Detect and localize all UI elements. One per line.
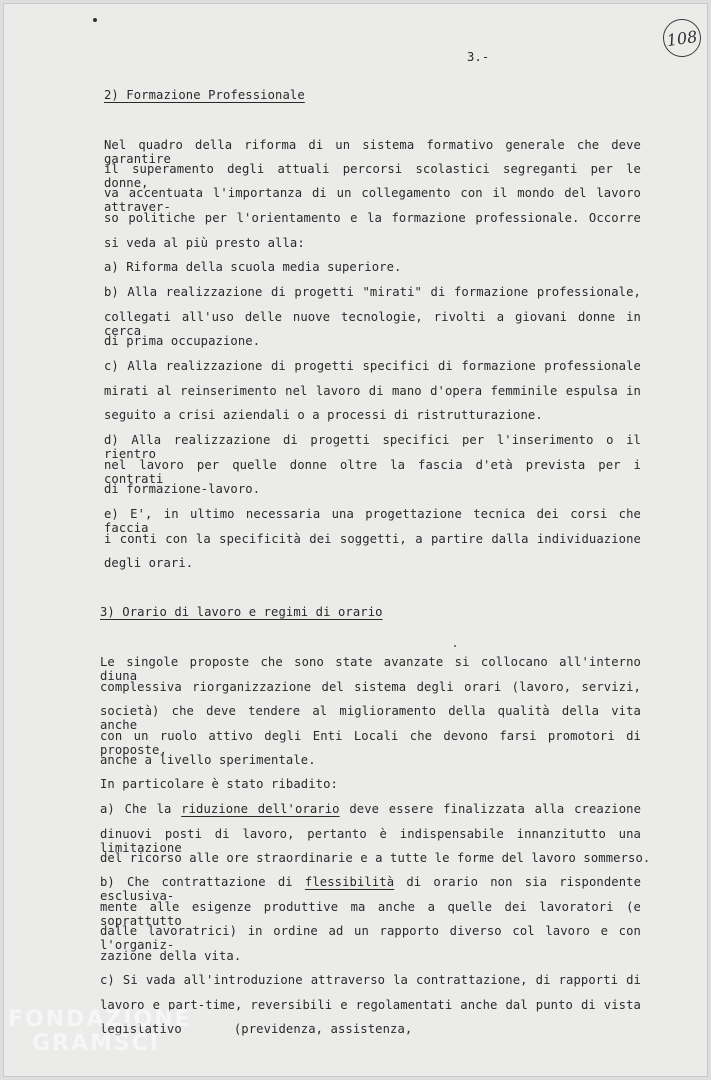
paragraph-line: del ricorso alle ore straordinarie e a tutte le forme del lavoro sommerso. xyxy=(100,851,651,865)
section-3-heading-text: 3) Orario di lavoro e regimi di orario xyxy=(100,605,383,619)
list-item-b: b) Alla realizzazione di progetti "mirati" di formazione professionale, xyxy=(104,285,641,299)
list-item-b-underlined: flessibilità xyxy=(304,875,395,889)
paragraph-line: di prima occupazione. xyxy=(104,334,261,348)
paragraph-line: complessiva riorganizzazione del sistema degli orari (lavoro, servizi, xyxy=(100,680,641,694)
paragraph-line: dalle lavoratrici) in ordine ad un rapporto diverso col lavoro e con l'organiz- xyxy=(100,924,641,952)
list-item-a-prefix: a) Che la xyxy=(100,802,182,816)
section-2-heading-text: 2) Formazione Professionale xyxy=(104,88,305,102)
foundation-watermark xyxy=(8,1008,192,1056)
paragraph-line: di formazione-lavoro. xyxy=(104,482,261,496)
paragraph-line: mente alle esigenze produttive ma anche a quelle dei lavoratori (e soprattutto xyxy=(100,900,641,928)
list-item-b-suffix: di orario non sia rispondente esclusiva- xyxy=(100,875,642,903)
paragraph-line: si veda al più presto alla: xyxy=(104,236,305,250)
section-3-heading xyxy=(100,605,383,619)
paragraph-line: Nel quadro della riforma di un sistema formativo generale che deve garantire xyxy=(104,138,641,166)
page-number: 3.- xyxy=(467,50,490,64)
paragraph-line: anche a livello sperimentale. xyxy=(100,753,316,767)
list-item-a: a) Riforma della scuola media superiore. xyxy=(104,260,402,274)
paragraph-line: nel lavoro per quelle donne oltre la fascia d'età prevista per i contrati xyxy=(104,458,641,486)
section-2-heading xyxy=(104,88,305,102)
paragraph-line: il superamento degli attuali percorsi scolastici segreganti per le donne, xyxy=(104,162,641,190)
paragraph-line: legislativo (previdenza, assistenza, xyxy=(100,1022,413,1036)
paragraph-line: zazione della vita. xyxy=(100,949,242,963)
paragraph-line: so politiche per l'orientamento e la formazione professionale. Occorre xyxy=(104,211,641,225)
paragraph-line: In particolare è stato ribadito: xyxy=(100,777,338,791)
ink-mark xyxy=(93,18,97,22)
list-item-c: c) Alla realizzazione di progetti specifici di formazione professionale xyxy=(104,359,641,373)
list-item-c: c) Si vada all'introduzione attraverso la contrattazione, di rapporti di xyxy=(100,973,641,987)
ink-speck xyxy=(454,645,456,647)
watermark-line-2: GRAMSCI xyxy=(32,1031,161,1056)
paragraph-line: collegati all'uso delle nuove tecnologie, rivolti a giovani donne in cerca xyxy=(104,310,641,338)
paragraph-line: dinuovi posti di lavoro, pertanto è indispensabile innanzitutto una limitazione xyxy=(100,827,641,855)
paragraph-line: con un ruolo attivo degli Enti Locali che devono farsi promotori di proposte, xyxy=(100,729,641,757)
list-item-b-prefix: b) Che contrattazione di xyxy=(100,875,305,889)
list-item-a-suffix: deve essere finalizzata alla creazione xyxy=(339,802,642,816)
list-item-a xyxy=(100,802,641,820)
paragraph-line: va accentuata l'importanza di un collegamento con il mondo del lavoro attraver- xyxy=(104,186,641,214)
paragraph-line: seguito a crisi aziendali o a processi di ristrutturazione. xyxy=(104,408,543,422)
paragraph-line: mirati al reinserimento nel lavoro di mano d'opera femminile espulsa in xyxy=(104,384,641,398)
list-item-e: e) E', in ultimo necessaria una progettazione tecnica dei corsi che faccia xyxy=(104,507,641,535)
list-item-a-underlined: riduzione dell'orario xyxy=(181,802,340,816)
list-item-b xyxy=(100,875,642,903)
document-page xyxy=(3,3,708,1077)
paragraph-line: degli orari. xyxy=(104,556,194,570)
list-item-d: d) Alla realizzazione di progetti specifici per l'inserimento o il rientro xyxy=(104,433,641,461)
paragraph-line: Le singole proposte che sono state avanzate si collocano all'interno diuna xyxy=(100,655,641,683)
paragraph-line: lavoro e part-time, reversibili e regolamentati anche dal punto di vista xyxy=(100,998,641,1012)
paragraph-line: società) che deve tendere al miglioramento della qualità della vita anche xyxy=(100,704,641,732)
watermark-line-1: FONDAZIONE xyxy=(8,1007,192,1032)
paragraph-line: i conti con la specificità dei soggetti, a partire dalla individuazione xyxy=(104,532,641,546)
archive-stamp: 108 xyxy=(661,17,704,60)
